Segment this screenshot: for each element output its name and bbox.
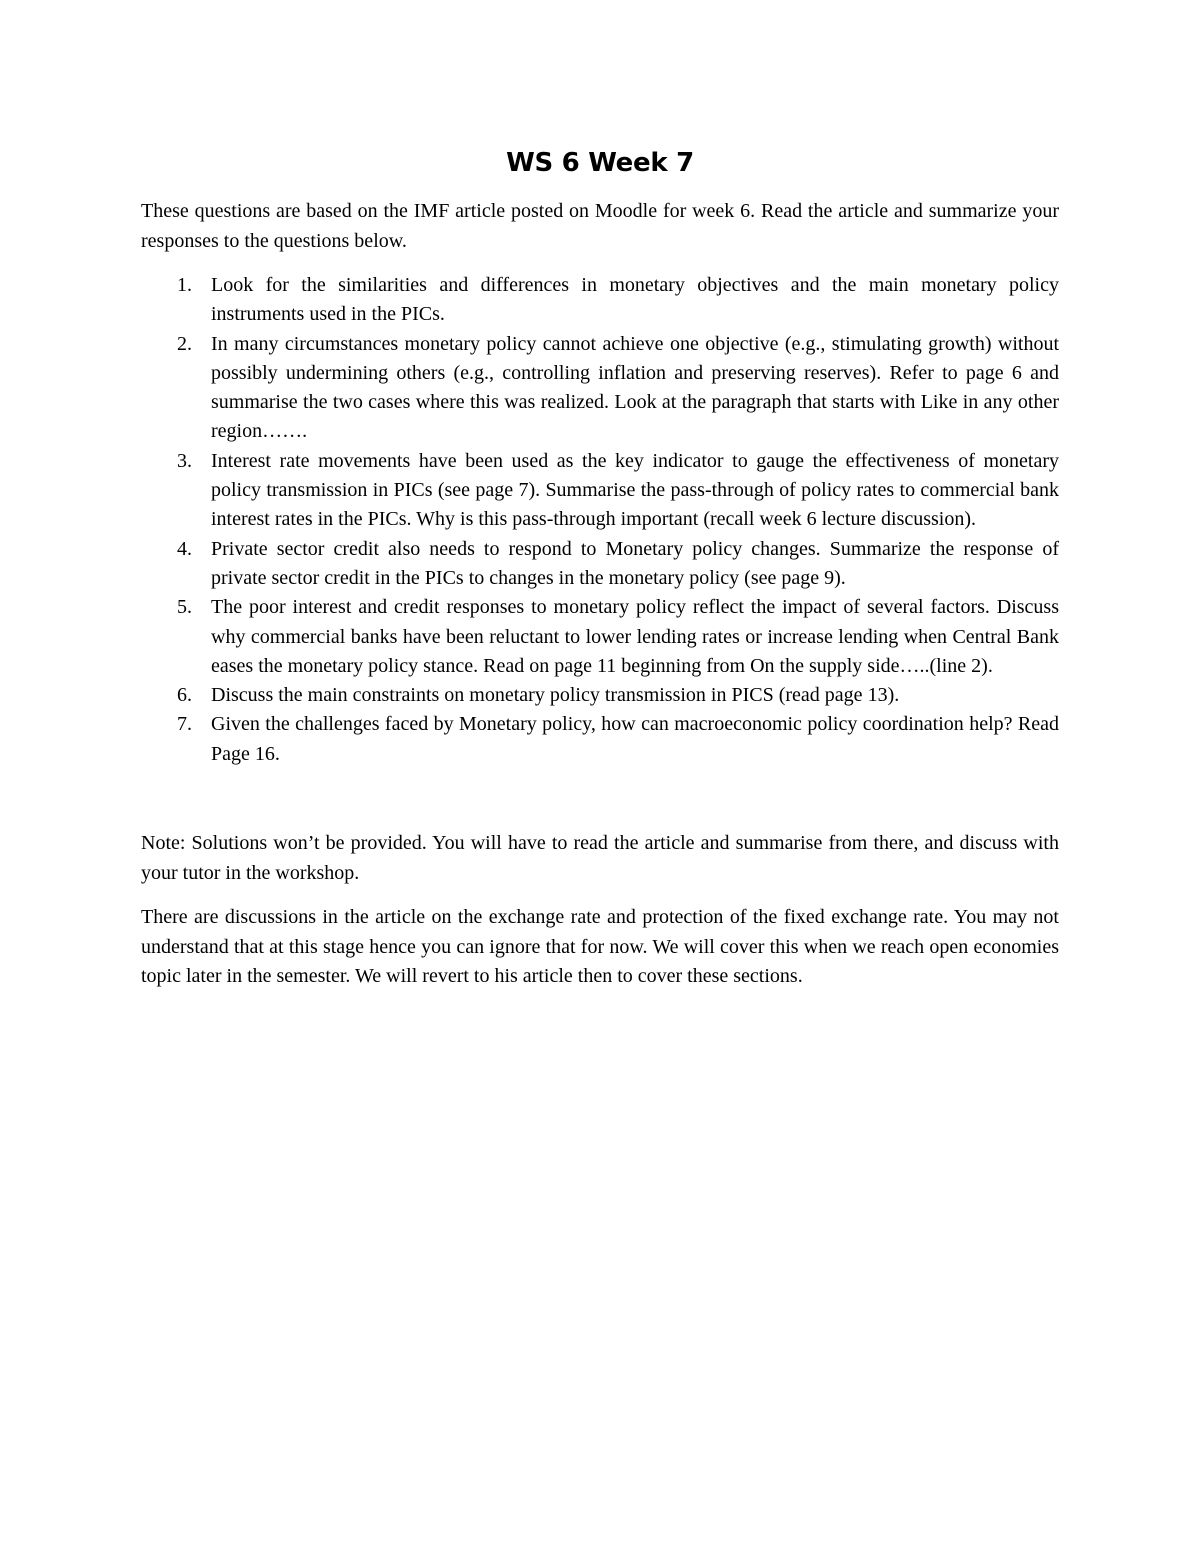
question-item: [141, 593, 1059, 681]
question-number: 5.: [177, 596, 192, 619]
document-body: [141, 143, 1059, 992]
intro-paragraph: These questions are based on the IMF article posted on Moodle for week 6. Read the article and summarize your responses to the questions below.: [141, 200, 1059, 252]
question-number: 2.: [177, 332, 192, 355]
question-text: Interest rate movements have been used as the key indicator to gauge the effectiveness of monetary policy transmission in PICs (see page 7). Summarise the pass-through of policy rates to commercial bank interest rates in the PICs. Why is this pass-through important (recall week 6 lecture discussion).: [211, 449, 1059, 531]
question-number: 3.: [177, 449, 192, 472]
question-text: Given the challenges faced by Monetary policy, how can macroeconomic policy coordination help? Read Page 16.: [211, 713, 1059, 765]
closing-paragraph: There are discussions in the article on the exchange rate and protection of the fixed exchange rate. You may not understand that at this stage hence you can ignore that for now. We will cover this when we reach open economies topic later in the semester. We will revert to his article then to cover these sections.: [141, 906, 1059, 988]
question-number: 1.: [177, 274, 192, 296]
question-text: Look for the similarities and differences in monetary objectives and the main monetary policy instruments used in the PICs.: [211, 274, 1059, 326]
question-item: [141, 271, 1059, 330]
question-number: 7.: [177, 713, 192, 736]
question-item: [141, 681, 1059, 710]
note-paragraph: Note: Solutions won’t be provided. You will have to read the article and summarise from there, and discuss with your tutor in the workshop.: [141, 832, 1059, 884]
question-item: [141, 330, 1059, 447]
question-item: [141, 447, 1059, 535]
question-item: [141, 710, 1059, 769]
question-item: [141, 535, 1059, 594]
question-number: 4.: [177, 537, 192, 560]
question-text: Discuss the main constraints on monetary policy transmission in PICS (read page 13).: [211, 684, 900, 707]
question-text: The poor interest and credit responses to monetary policy reflect the impact of several factors. Discuss why commercial banks have been reluctant to lower lending rates or increase lending when Central Bank eases the monetary policy stance. Read on page 11 beginning from On the supply side…..(line 2).: [211, 596, 1059, 677]
question-text: Private sector credit also needs to respond to Monetary policy changes. Summarize the response of private sector credit in the PICs to changes in the monetary policy (see page 9).: [211, 537, 1059, 589]
question-list: [141, 271, 1059, 769]
document-title: WS 6 Week 7: [506, 148, 694, 178]
question-text: In many circumstances monetary policy cannot achieve one objective (e.g., stimulating growth) without possibly undermining others (e.g., controlling inflation and preserving reserves). Refer to page 6 and summarise the two cases where this was realized. Look at the paragraph that starts with Like in any other region…….: [211, 332, 1059, 443]
question-number: 6.: [177, 684, 192, 707]
